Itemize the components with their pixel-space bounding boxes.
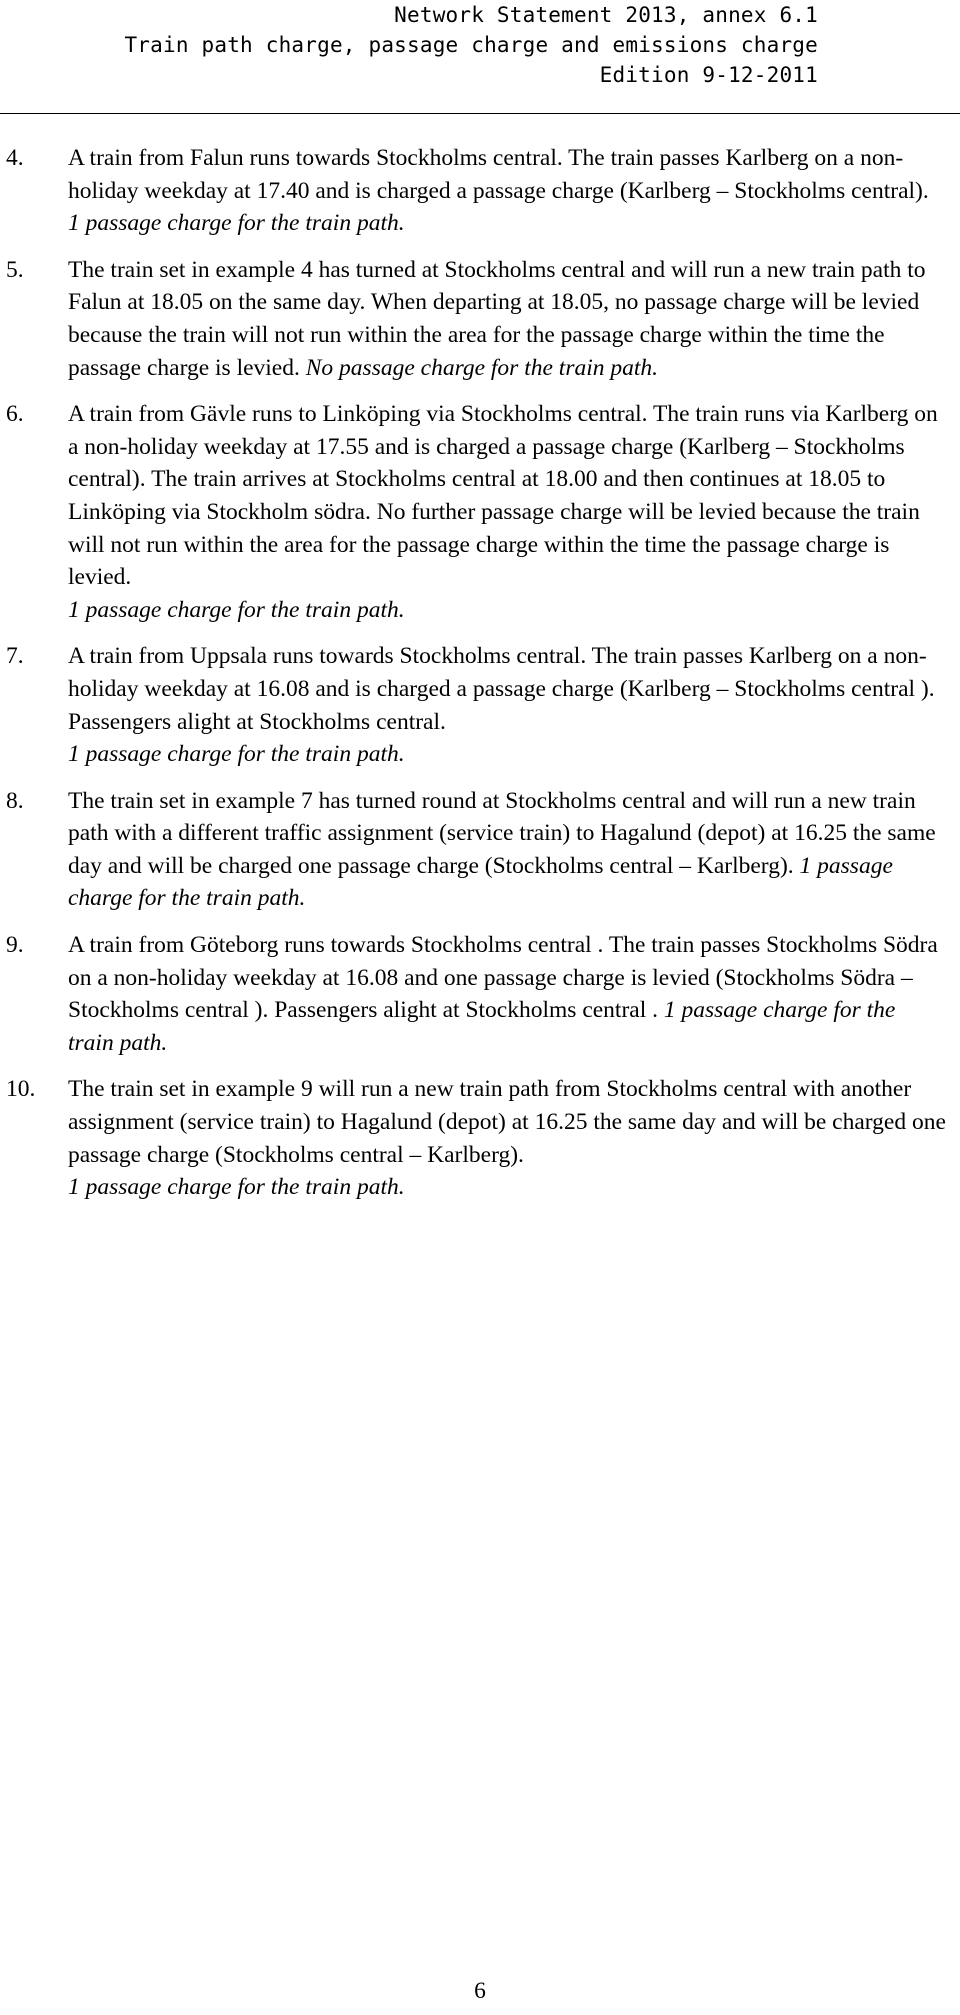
example-number: 8. <box>6 787 24 814</box>
example-text: A train from Uppsala runs towards Stockholms central. The train passes Karlberg on a non-holiday weekday at 16.08 and is charged a passage charge (Karlberg – Stockholms central ). Passengers alight at Stockholms central. <box>68 643 935 735</box>
example-text: A train from Falun runs towards Stockholms central. The train passes Karlberg on a non-holiday weekday at 17.40 and is charged a passage charge (Karlberg – Stockholms central). <box>68 145 929 204</box>
header-title: Network Statement 2013, annex 6.1 <box>394 3 818 27</box>
example-item-6 <box>6 398 946 626</box>
example-conclusion: 1 passage charge for the train path. <box>68 741 405 768</box>
example-item-9 <box>6 929 946 1059</box>
examples-list <box>6 142 946 1218</box>
example-conclusion: 1 passage charge for the train path. <box>68 210 405 237</box>
example-number: 10. <box>6 1076 36 1103</box>
example-conclusion: 1 passage charge for the train path. <box>68 852 893 912</box>
example-conclusion: 1 passage charge for the train path. <box>68 1174 405 1201</box>
example-conclusion: 1 passage charge for the train path. <box>68 596 405 623</box>
example-text: The train set in example 7 has turned round at Stockholms central and will run a new train path with a different traffic assignment (service train) to Hagalund (depot) at 16.25 the same day and will be charged one passage charge (Stockholms central – Karlberg). <box>68 787 936 879</box>
example-text: A train from Göteborg runs towards Stockholms central . The train passes Stockholms Södra on a non-holiday weekday at 16.08 and one passage charge is levied (Stockholms Södra – Stockholms central ). Passengers alight at Stockholms central . <box>68 932 938 1024</box>
example-text: The train set in example 4 has turned at Stockholms central and will run a new train path to Falun at 18.05 on the same day. When departing at 18.05, no passage charge will be levied because the train will not run within the area for the passage charge within the time the passage charge is levied. <box>68 256 926 381</box>
header-subtitle: Train path charge, passage charge and emissions charge <box>124 33 818 57</box>
header-divider <box>0 113 960 114</box>
example-item-4 <box>6 142 946 240</box>
example-item-10 <box>6 1073 946 1203</box>
example-number: 5. <box>6 256 24 283</box>
header-edition: Edition 9-12-2011 <box>599 63 818 87</box>
example-text: A train from Gävle runs to Linköping via Stockholms central. The train runs via Karlberg on a non-holiday weekday at 17.55 and is charged a passage charge (Karlberg – Stockholms central). The train arrives at Stockholms central at 18.00 and then continues at 18.05 to Linköping via Stockholm södra. No further passage charge will be levied because the train will not run within the area for the passage charge within the time the passage charge is levied. <box>68 401 938 591</box>
example-conclusion: 1 passage charge for the train path. <box>68 997 896 1056</box>
example-conclusion: No passage charge for the train path. <box>305 354 659 381</box>
page-number: 6 <box>474 1978 486 2004</box>
example-item-8 <box>6 785 946 915</box>
example-number: 6. <box>6 401 24 428</box>
example-number: 9. <box>6 932 24 959</box>
example-number: 7. <box>6 643 24 670</box>
example-number: 4. <box>6 145 24 171</box>
example-text: The train set in example 9 will run a new train path from Stockholms central with another assignment (service train) to Hagalund (depot) at 16.25 the same day and will be charged one passage charge (Stockholms central – Karlberg). <box>68 1076 946 1168</box>
example-item-5 <box>6 254 946 384</box>
document-header <box>0 0 960 90</box>
example-item-7 <box>6 640 946 770</box>
